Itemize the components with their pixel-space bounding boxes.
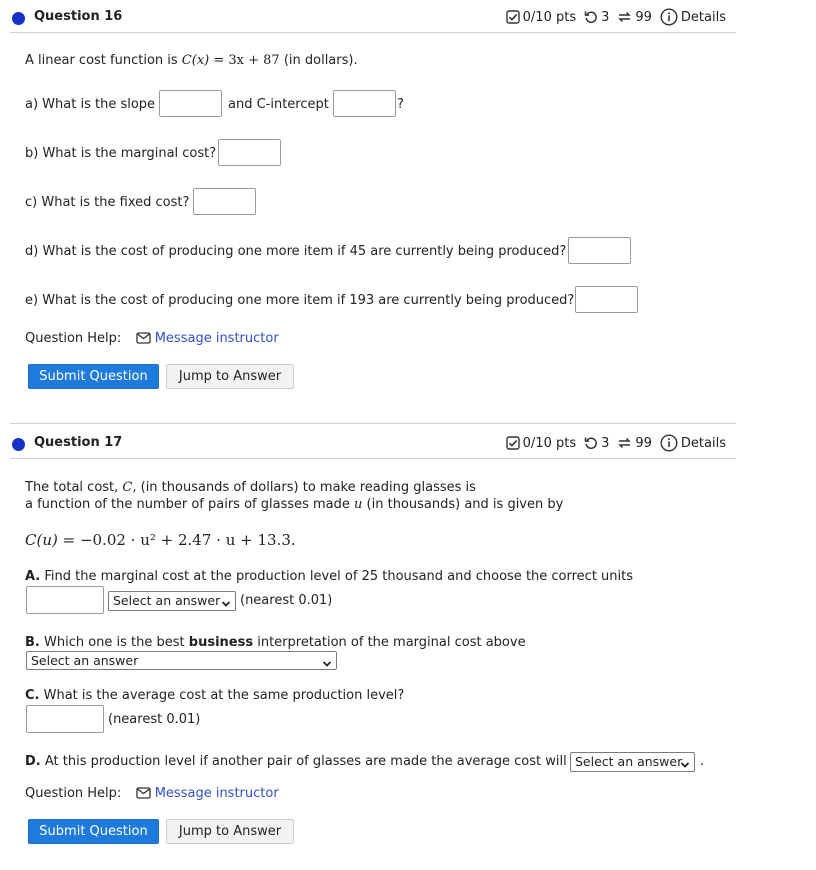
q17-A-units-select[interactable]: Select an answer [108, 591, 236, 611]
q16-marginal-input[interactable] [218, 139, 281, 166]
q16-status-dot-icon [12, 12, 25, 25]
q16-retries: 3 [601, 9, 610, 25]
q16-score: 0/10 pts [522, 9, 577, 25]
info-icon[interactable] [660, 8, 678, 26]
q17-jump-to-answer-button[interactable]: Jump to Answer [166, 819, 294, 844]
retry-icon [584, 436, 598, 450]
q16-d-input[interactable] [568, 237, 631, 264]
q16-fixed-input[interactable] [193, 188, 256, 215]
q17-formula-rhs: = −0.02 · u² + 2.47 · u + 13.3. [57, 531, 296, 549]
q17-details-link[interactable]: Details [680, 435, 726, 451]
chevron-down-icon [322, 656, 332, 670]
q17-attempts: 99 [635, 435, 652, 451]
mail-icon[interactable] [136, 332, 151, 348]
q16-a-label: a) What is the slope [25, 97, 156, 112]
q16-header [10, 6, 736, 33]
q17-C-hint: (nearest 0.01) [108, 712, 201, 727]
attempts-icon [617, 10, 632, 24]
q16-stats [506, 8, 726, 26]
q17-submit-button[interactable]: Submit Question [28, 819, 159, 844]
q16-slope-input[interactable] [159, 90, 222, 117]
info-icon[interactable] [660, 434, 678, 452]
q17-B-prompt: B. Which one is the best business interpretation of the marginal cost above [25, 635, 526, 650]
q16-intro: A linear cost function is C(x) = 3x + 87 (in dollars). [25, 53, 358, 68]
q16-intercept-input[interactable] [333, 90, 396, 117]
q17-formula-lhs: C(u) [25, 531, 58, 549]
q16-jump-to-answer-button[interactable]: Jump to Answer [166, 364, 294, 389]
q17-title: Question 17 [34, 435, 123, 450]
score-check-icon [506, 10, 520, 24]
q17-intro-line2: a function of the number of pairs of glasses made u (in thousands) and is given by [25, 497, 564, 512]
q17-D-end: . [700, 754, 705, 769]
q16-intro-eq: = 3x + 87 [209, 53, 280, 68]
q17-message-instructor-link[interactable]: Message instructor [154, 786, 279, 801]
q17-C-input[interactable] [26, 705, 104, 733]
q16-submit-button[interactable]: Submit Question [28, 364, 159, 389]
q17-A-prompt: A. Find the marginal cost at the production level of 25 thousand and choose the correct units [25, 569, 634, 584]
q17-stats [506, 434, 726, 452]
q16-message-instructor-link[interactable]: Message instructor [154, 331, 279, 346]
q17-help-label: Question Help: [25, 786, 122, 801]
q17-A-input[interactable] [26, 586, 104, 614]
chevron-down-icon [221, 596, 231, 611]
q16-b-label: b) What is the marginal cost? [25, 146, 217, 161]
q16-help [25, 331, 279, 348]
q16-details-link[interactable]: Details [680, 9, 726, 25]
attempts-icon [617, 436, 632, 450]
q17-D-select[interactable]: Select an answer [570, 752, 695, 772]
q16-q17-separator [10, 423, 736, 424]
score-check-icon [506, 436, 520, 450]
chevron-down-icon [680, 757, 690, 772]
q17-B-interpretation-select[interactable]: Select an answer [26, 651, 337, 670]
q16-title: Question 16 [34, 9, 123, 24]
retry-icon [584, 10, 598, 24]
mail-icon[interactable] [136, 787, 151, 803]
q16-a-mid: and C-intercept [228, 97, 329, 112]
q16-a-end: ? [397, 97, 404, 112]
q17-intro-line1: The total cost, C, (in thousands of dollars) to make reading glasses is [25, 480, 476, 495]
q17-help [25, 786, 279, 803]
q17-D-prompt: D. At this production level if another pair of glasses are made the average cost will [25, 754, 567, 769]
q16-d-label: d) What is the cost of producing one more item if 45 are currently being produced? [25, 244, 567, 259]
q17-A-hint: (nearest 0.01) [240, 593, 333, 608]
q17-formula [25, 531, 296, 549]
q17-score: 0/10 pts [522, 435, 577, 451]
q16-help-label: Question Help: [25, 331, 122, 346]
q16-e-label: e) What is the cost of producing one more item if 193 are currently being produced? [25, 293, 575, 308]
q17-C-prompt: C. What is the average cost at the same production level? [25, 688, 405, 703]
q16-intro-fn: C(x) [181, 53, 210, 68]
q16-attempts: 99 [635, 9, 652, 25]
q17-header [10, 432, 736, 459]
q17-retries: 3 [601, 435, 610, 451]
q16-e-input[interactable] [575, 286, 638, 313]
q17-status-dot-icon [12, 438, 25, 451]
q16-c-label: c) What is the fixed cost? [25, 195, 190, 210]
